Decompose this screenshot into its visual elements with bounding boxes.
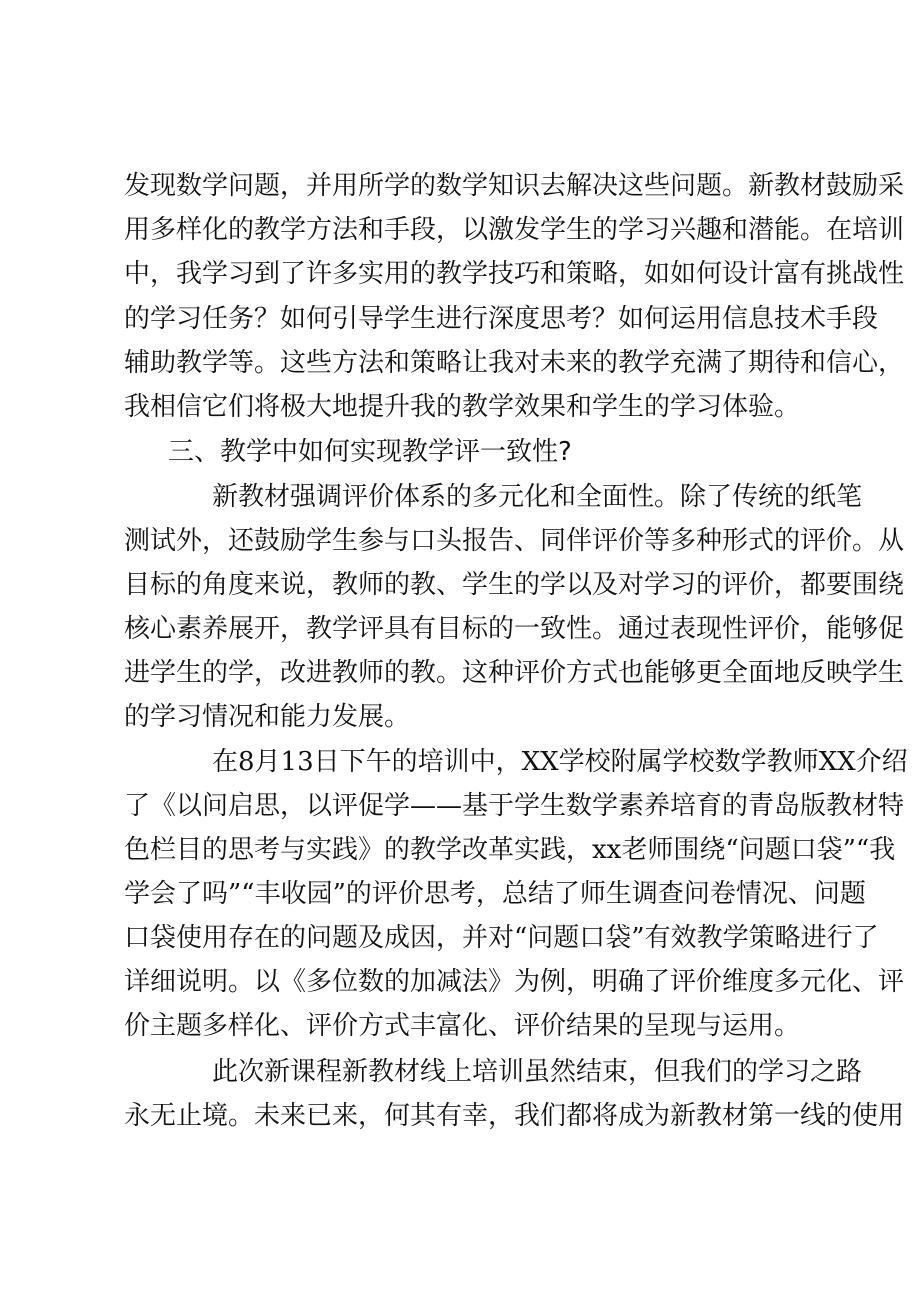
paragraph-1-line-5: 辅助教学等。这些方法和策略让我对未来的教学充满了期待和信心， [124,348,905,378]
paragraph-2-line-3: 目标的角度来说，教师的教、学生的学以及对学习的评价，都要围绕 [124,570,905,600]
paragraph-2-line-5: 进学生的学，改进教师的教。这种评价方式也能够更全面地反映学生 [124,658,905,688]
paragraph-1-line-3: 中，我学习到了许多实用的教学技巧和策略，如如何设计富有挑战性 [124,259,905,289]
paragraph-4-line-1: 此次新课程新教材线上培训虽然结束，但我们的学习之路 [212,1057,863,1087]
paragraph-1-line-2: 用多样化的教学方法和手段，以激发学生的学习兴趣和潜能。在培训 [124,215,905,245]
paragraph-3-line-5: 口袋使用存在的问题及成因，并对“问题口袋”有效教学策略进行了 [124,923,879,953]
paragraph-3-line-6: 详细说明。以《多位数的加减法》为例，明确了评价维度多元化、评 [124,967,905,997]
paragraph-1-line-6: 我相信它们将极大地提升我的教学效果和学生的学习体验。 [124,392,801,422]
paragraph-3-line-1: 在8月13日下午的培训中，XX学校附属学校数学教师XX介绍 [212,747,908,777]
paragraph-1-line-4: 的学习任务？如何引导学生进行深度思考？如何运用信息技术手段 [124,304,879,334]
paragraph-3-line-4: 学会了吗”“丰收园”的评价思考，总结了师生调查问卷情况、问题 [124,879,866,909]
paragraph-4-line-2: 永无止境。未来已来，何其有幸，我们都将成为新教材第一线的使用 [124,1101,905,1131]
paragraph-3-line-7: 价主题多样化、评价方式丰富化、评价结果的呈现与运用。 [124,1011,801,1041]
paragraph-3-line-3: 色栏目的思考与实践》的教学改革实践，xx老师围绕“问题口袋”“我 [124,835,896,865]
paragraph-2-line-2: 测试外，还鼓励学生参与口头报告、同伴评价等多种形式的评价。从 [124,526,905,556]
paragraph-2-line-1: 新教材强调评价体系的多元化和全面性。除了传统的纸笔 [212,482,863,512]
paragraph-1-line-1: 发现数学问题，并用所学的数学知识去解决这些问题。新教材鼓励采 [124,171,905,201]
paragraph-3-line-2: 了《以问启思，以评促学——基于学生数学素养培育的青岛版教材特 [124,791,905,821]
paragraph-2-line-4: 核心素养展开，教学评具有目标的一致性。通过表现性评价，能够促 [124,614,905,644]
section-heading: 三、教学中如何实现教学评一致性? [168,437,572,467]
paragraph-2-line-6: 的学习情况和能力发展。 [124,702,411,732]
